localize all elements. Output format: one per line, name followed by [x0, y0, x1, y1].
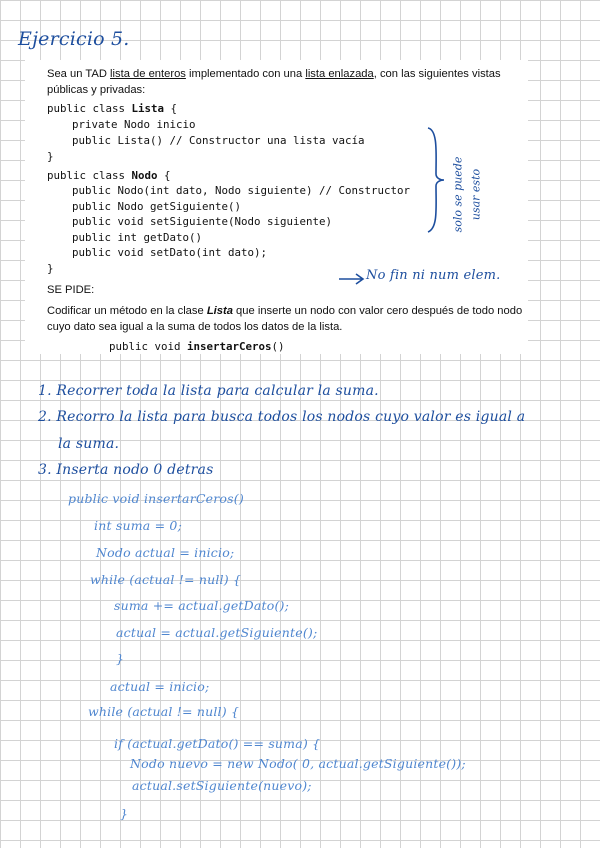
exercise-title: Ejercicio 5. — [18, 28, 130, 50]
nodo-header-prefix: public class — [47, 169, 132, 182]
code-line-3: Nodo actual = inicio; — [96, 545, 235, 560]
task-line-2: cuyo dato sea igual a la suma de todos los datos de la lista. — [47, 321, 343, 333]
code-line-11: Nodo nuevo = new Nodo( 0, actual.getSiguiente()); — [130, 756, 466, 771]
code-line-9: while (actual != null) { — [88, 704, 240, 719]
side-note-2: usar esto — [469, 168, 483, 221]
arrow-icon — [338, 272, 368, 286]
code-line-7: } — [116, 651, 125, 666]
intro-text-3: , con las siguientes vistas — [373, 68, 501, 80]
intro-line-1 — [47, 66, 501, 82]
code-line-13: } — [120, 806, 129, 821]
step-3: 3. Inserta nodo 0 detras — [38, 462, 214, 478]
nodo-class-close: } — [47, 262, 54, 275]
code-line-6: actual = actual.getSiguiente(); — [116, 625, 318, 640]
intro-underlined-1: lista de enteros — [110, 68, 186, 80]
code-line-4: while (actual != null) { — [90, 572, 242, 587]
nodo-member-3: public void setSiguiente(Nodo siguiente) — [72, 215, 333, 228]
nodo-header-suffix: { — [157, 169, 171, 182]
code-line-12: actual.setSiguiente(nuevo); — [132, 778, 312, 793]
task-line-1 — [47, 303, 522, 319]
method-signature — [109, 340, 285, 354]
step-1: 1. Recorrer toda la lista para calcular la suma. — [38, 383, 379, 399]
code-line-2: int suma = 0; — [94, 518, 183, 533]
nodo-member-1: public Nodo(int dato, Nodo siguiente) // Constructor — [72, 184, 411, 197]
nodo-member-5: public void setDato(int dato); — [72, 246, 268, 259]
intro-text-1: Sea un TAD — [47, 68, 111, 80]
step-2: 2. Recorro la lista para busca todos los nodos cuyo valor es igual a — [38, 409, 526, 425]
no-fin-note: No fin ni num elem. — [366, 268, 501, 283]
task-text-2: que inserte un nodo con valor cero después de todo nodo — [232, 305, 523, 317]
code-line-8: actual = inicio; — [110, 679, 210, 694]
lista-class-name: Lista — [131, 102, 165, 115]
lista-class-close: } — [47, 150, 54, 163]
lista-member-2: public Lista() // Constructor una lista vacía — [72, 134, 365, 147]
nodo-member-2: public Nodo getSiguiente() — [72, 200, 242, 213]
intro-text-2: implementado con una — [185, 68, 306, 80]
method-name: insertarCeros — [187, 340, 272, 353]
nodo-class-header — [47, 169, 171, 183]
lista-class-header — [47, 102, 177, 116]
lista-header-suffix: { — [164, 102, 178, 115]
intro-line-2: públicas y privadas: — [47, 84, 146, 96]
nodo-class-name: Nodo — [131, 169, 158, 182]
side-note-1: solo se puede — [451, 156, 465, 233]
brace-annotation — [424, 124, 448, 236]
task-text-1: Codificar un método en la clase — [47, 305, 207, 317]
lista-header-prefix: public class — [47, 102, 132, 115]
method-prefix: public void — [109, 340, 188, 353]
task-class-name: Lista — [206, 305, 233, 317]
step-2-continuation: la suma. — [58, 436, 120, 452]
se-pide-label: SE PIDE: — [47, 284, 95, 296]
code-line-10: if (actual.getDato() == suma) { — [114, 736, 321, 751]
nodo-member-4: public int getDato() — [72, 231, 203, 244]
lista-member-1: private Nodo inicio — [72, 118, 196, 131]
code-line-1: public void insertarCeros() — [68, 491, 244, 506]
code-line-5: suma += actual.getDato(); — [114, 598, 290, 613]
side-note-group — [446, 150, 496, 242]
method-suffix: () — [271, 340, 285, 353]
intro-underlined-2: lista enlazada — [305, 68, 374, 80]
